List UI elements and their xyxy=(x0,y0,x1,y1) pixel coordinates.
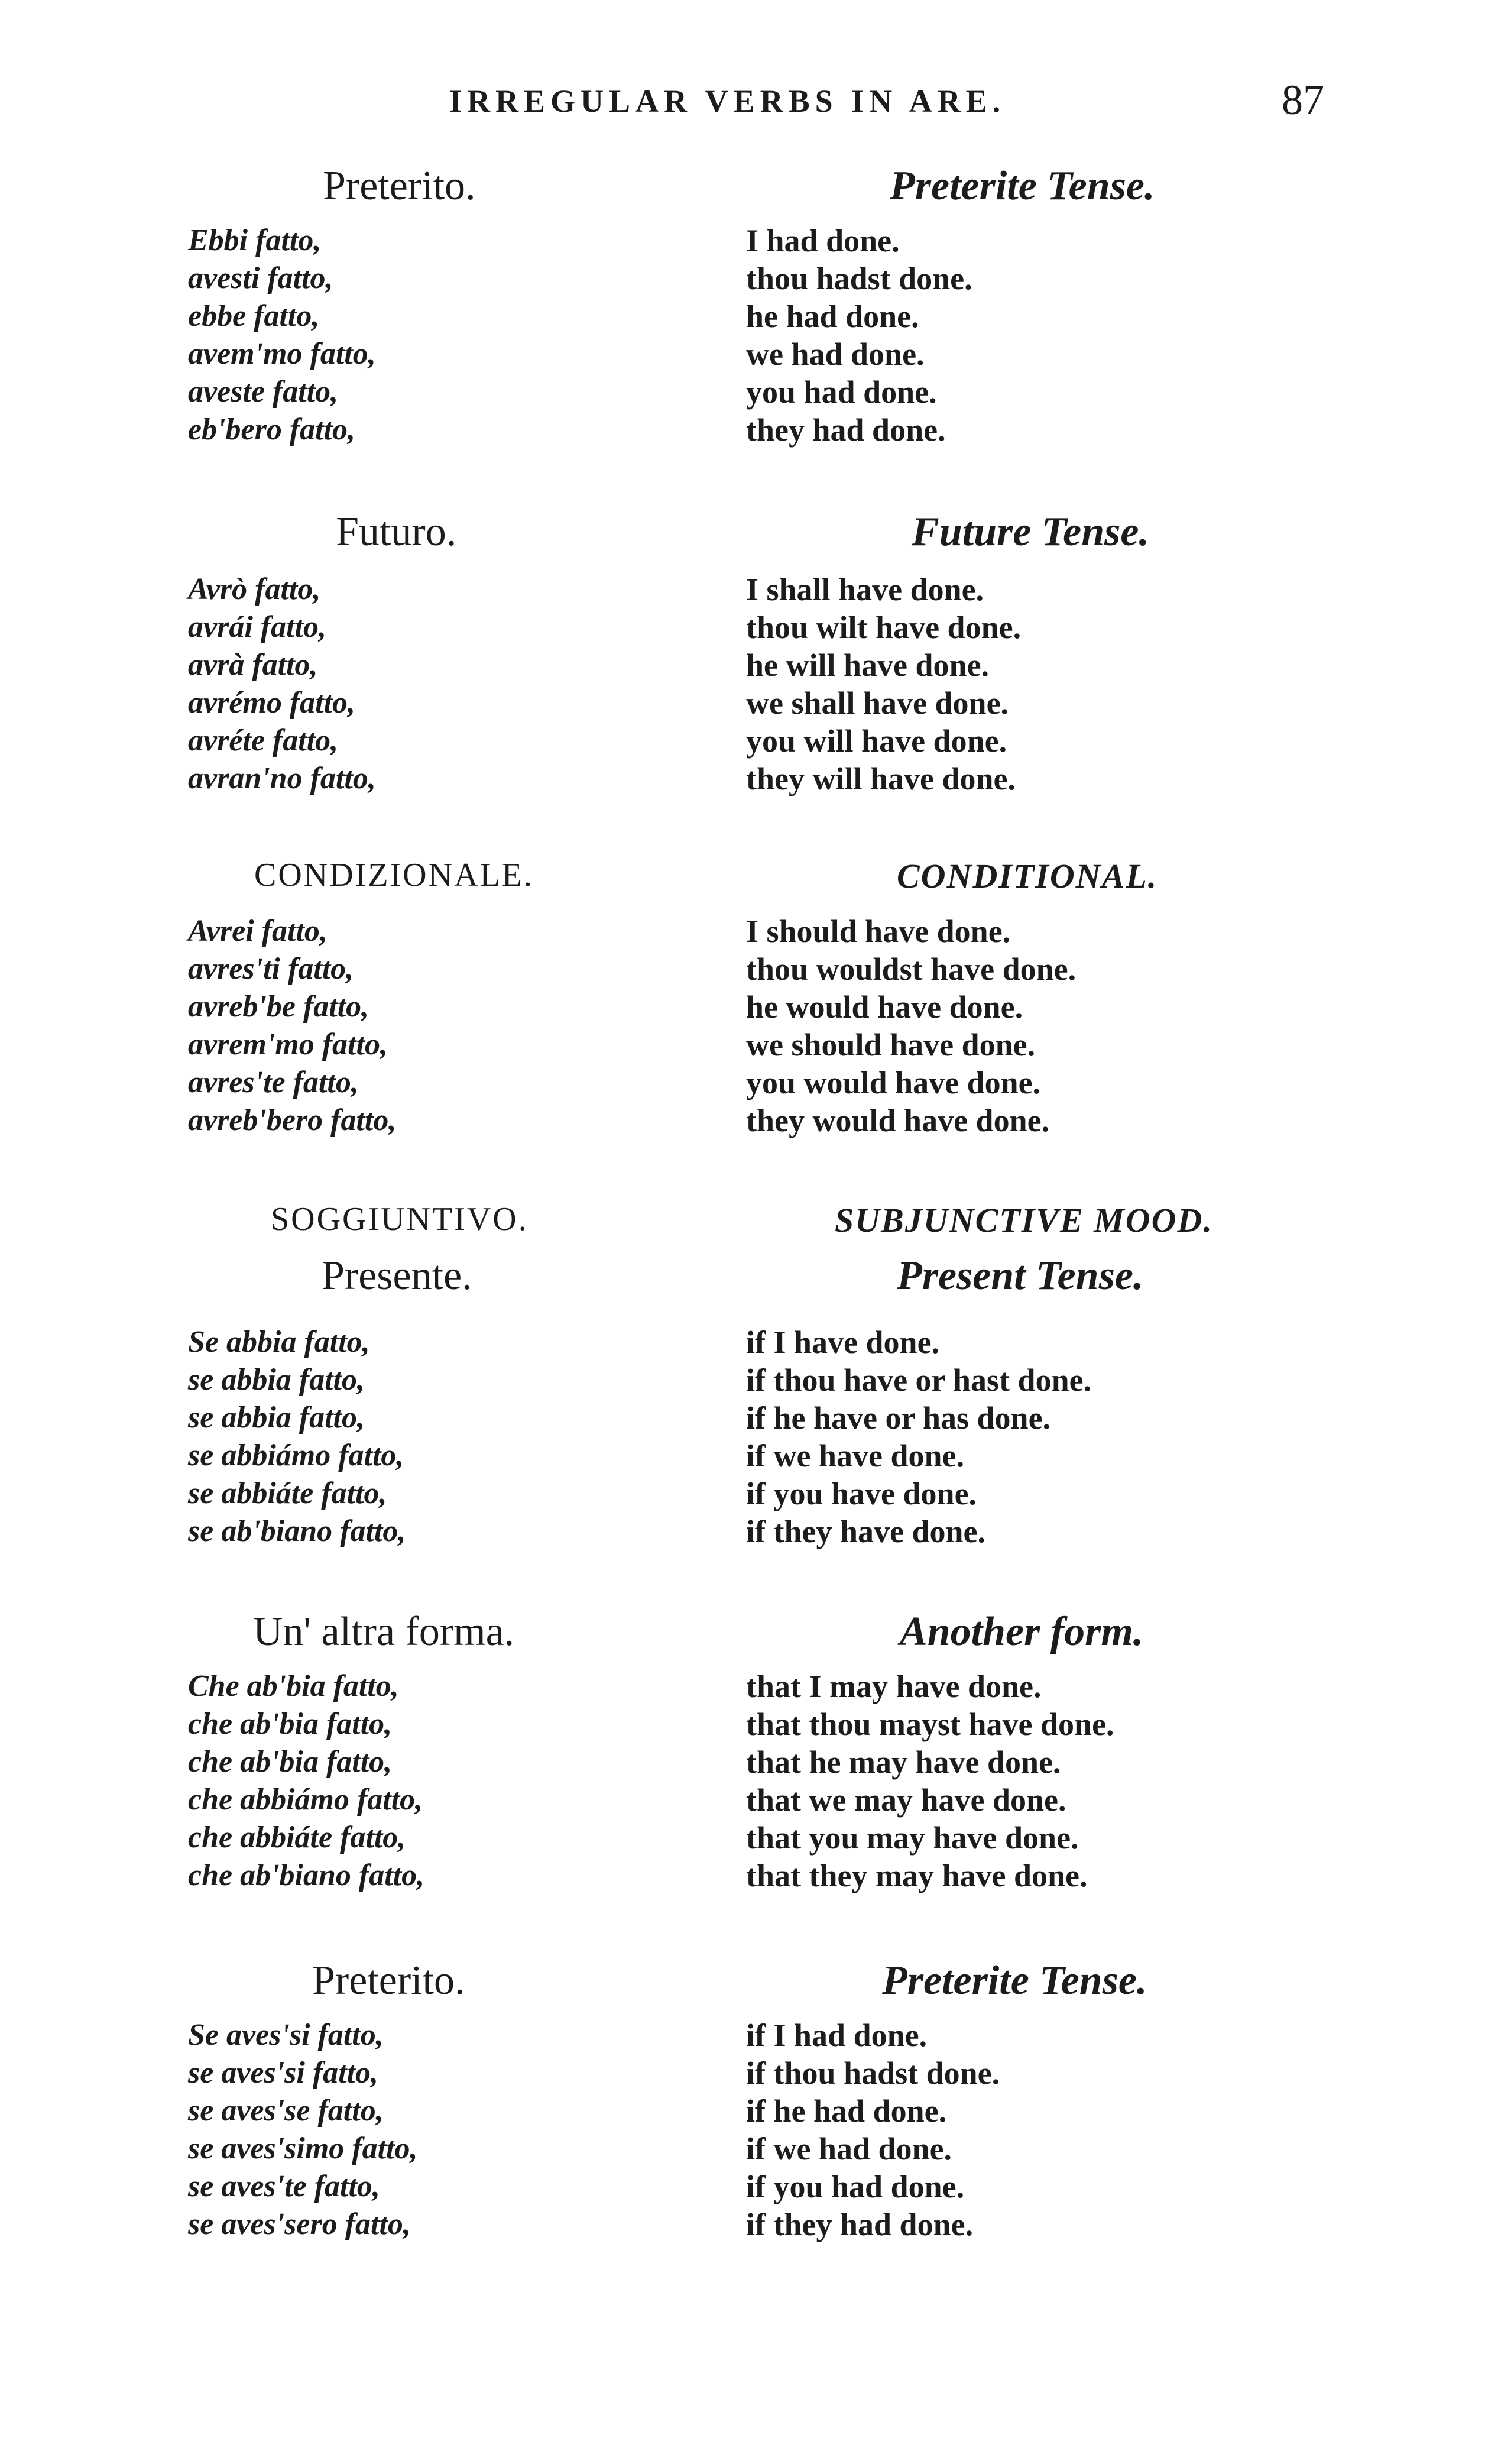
italian-line: avrem'mo fatto, xyxy=(188,1028,388,1061)
italian-line: Se aves'si fatto, xyxy=(188,2018,384,2052)
english-line: I had done. xyxy=(746,223,900,258)
italian-line: Ebbi fatto, xyxy=(188,224,322,257)
english-line: if he have or has done. xyxy=(746,1400,1051,1436)
italian-line: se abbia fatto, xyxy=(188,1363,365,1397)
english-line: they had done. xyxy=(746,412,946,448)
english-line: we should have done. xyxy=(746,1027,1036,1063)
italian-line: che abbiáte fatto, xyxy=(188,1821,406,1854)
italian-line: Avrei fatto, xyxy=(188,914,328,948)
english-line: he had done. xyxy=(746,299,919,334)
italian-conjugation-list xyxy=(188,1668,424,1895)
english-line: thou hadst done. xyxy=(746,261,972,296)
english-heading: Preterite Tense. xyxy=(890,163,1155,209)
english-heading: Preterite Tense. xyxy=(882,1958,1147,2003)
english-line: that he may have done. xyxy=(746,1744,1061,1780)
english-line: if thou have or hast done. xyxy=(746,1362,1092,1398)
italian-line: se abbiáte fatto, xyxy=(188,1477,387,1510)
italian-line: avréte fatto, xyxy=(188,724,339,757)
italian-heading: Futuro. xyxy=(336,509,457,555)
italian-line: ebbe fatto, xyxy=(188,299,320,333)
english-heading: CONDITIONAL. xyxy=(897,857,1158,895)
english-line: we shall have done. xyxy=(746,685,1009,721)
english-line: that thou mayst have done. xyxy=(746,1707,1114,1742)
italian-heading: Un' altra forma. xyxy=(253,1609,515,1654)
english-mood-heading: SUBJUNCTIVE MOOD. xyxy=(835,1201,1213,1239)
italian-line: avres'ti fatto, xyxy=(188,952,354,986)
english-line: if you have done. xyxy=(746,1476,977,1511)
italian-heading: Preterito. xyxy=(323,163,476,209)
italian-line: che ab'bia fatto, xyxy=(188,1745,393,1779)
italian-heading: CONDIZIONALE. xyxy=(254,857,534,893)
italian-line: se aves'si fatto, xyxy=(188,2056,379,2090)
english-line: they would have done. xyxy=(746,1103,1050,1138)
italian-line: se abbia fatto, xyxy=(188,1401,365,1435)
english-line: if we have done. xyxy=(746,1438,964,1474)
english-line: if they have done. xyxy=(746,1514,985,1549)
italian-line: che abbiámo fatto, xyxy=(188,1783,423,1817)
italian-line: se aves'simo fatto, xyxy=(188,2132,418,2165)
italian-line: avrái fatto, xyxy=(188,610,326,644)
english-line: we had done. xyxy=(746,336,925,372)
english-heading: Present Tense. xyxy=(897,1253,1144,1299)
english-line: he will have done. xyxy=(746,647,990,683)
italian-heading: Presente. xyxy=(322,1253,472,1299)
italian-heading: Preterito. xyxy=(312,1958,465,2003)
english-line: if I had done. xyxy=(746,2018,928,2053)
italian-line: avesti fatto, xyxy=(188,261,333,295)
english-line: I should have done. xyxy=(746,914,1011,949)
italian-line: Se abbia fatto, xyxy=(188,1325,370,1359)
english-line: that you may have done. xyxy=(746,1820,1079,1856)
italian-line: Che ab'bia fatto, xyxy=(188,1669,399,1703)
english-translation-list xyxy=(746,571,1021,798)
english-line: he would have done. xyxy=(746,989,1023,1025)
english-line: that they may have done. xyxy=(746,1858,1088,1893)
italian-conjugation-list xyxy=(188,912,396,1139)
english-line: thou wouldst have done. xyxy=(746,951,1077,987)
italian-line: se aves'se fatto, xyxy=(188,2094,384,2128)
english-line: you will have done. xyxy=(746,723,1007,759)
italian-conjugation-list xyxy=(188,2016,418,2243)
english-translation-list xyxy=(746,222,972,449)
english-line: I shall have done. xyxy=(746,572,984,607)
italian-line: avrémo fatto, xyxy=(188,686,356,720)
english-translation-list xyxy=(746,912,1076,1139)
italian-line: avreb'bero fatto, xyxy=(188,1103,397,1137)
italian-line: se aves'sero fatto, xyxy=(188,2207,411,2241)
english-heading: Another form. xyxy=(900,1609,1144,1654)
italian-line: Avrò fatto, xyxy=(188,572,321,606)
english-line: you would have done. xyxy=(746,1065,1041,1100)
italian-line: se aves'te fatto, xyxy=(188,2170,380,2203)
english-line: that we may have done. xyxy=(746,1782,1066,1818)
english-line: if he had done. xyxy=(746,2093,947,2129)
running-title: IRREGULAR VERBS IN ARE. xyxy=(449,83,1006,119)
english-line: if thou hadst done. xyxy=(746,2055,1000,2091)
italian-conjugation-list xyxy=(188,1323,406,1550)
page-number: 87 xyxy=(1282,76,1324,124)
english-line: if we had done. xyxy=(746,2131,952,2167)
italian-line: eb'bero fatto, xyxy=(188,413,356,446)
italian-line: avreb'be fatto, xyxy=(188,990,369,1024)
english-translation-list xyxy=(746,1668,1114,1895)
running-head xyxy=(0,76,1498,123)
italian-line: avrà fatto, xyxy=(188,648,318,682)
italian-mood-heading: SOGGIUNTIVO. xyxy=(271,1201,528,1238)
italian-line: avem'mo fatto, xyxy=(188,337,376,371)
italian-line: che ab'biano fatto, xyxy=(188,1858,425,1892)
italian-line: aveste fatto, xyxy=(188,375,339,409)
english-line: you had done. xyxy=(746,374,937,410)
english-line: they will have done. xyxy=(746,761,1016,796)
english-translation-list xyxy=(746,2016,1000,2243)
italian-line: che ab'bia fatto, xyxy=(188,1707,393,1741)
english-line: if they had done. xyxy=(746,2207,974,2242)
english-line: if you had done. xyxy=(746,2169,965,2204)
italian-line: avres'te fatto, xyxy=(188,1066,359,1099)
italian-conjugation-list xyxy=(188,571,376,798)
italian-conjugation-list xyxy=(188,222,376,449)
english-line: thou wilt have done. xyxy=(746,610,1022,645)
italian-line: avran'no fatto, xyxy=(188,762,376,795)
english-heading: Future Tense. xyxy=(912,509,1149,555)
italian-line: se abbiámo fatto, xyxy=(188,1439,404,1472)
english-line: if I have done. xyxy=(746,1325,940,1360)
english-translation-list xyxy=(746,1323,1091,1550)
italian-line: se ab'biano fatto, xyxy=(188,1514,406,1548)
english-line: that I may have done. xyxy=(746,1669,1042,1704)
